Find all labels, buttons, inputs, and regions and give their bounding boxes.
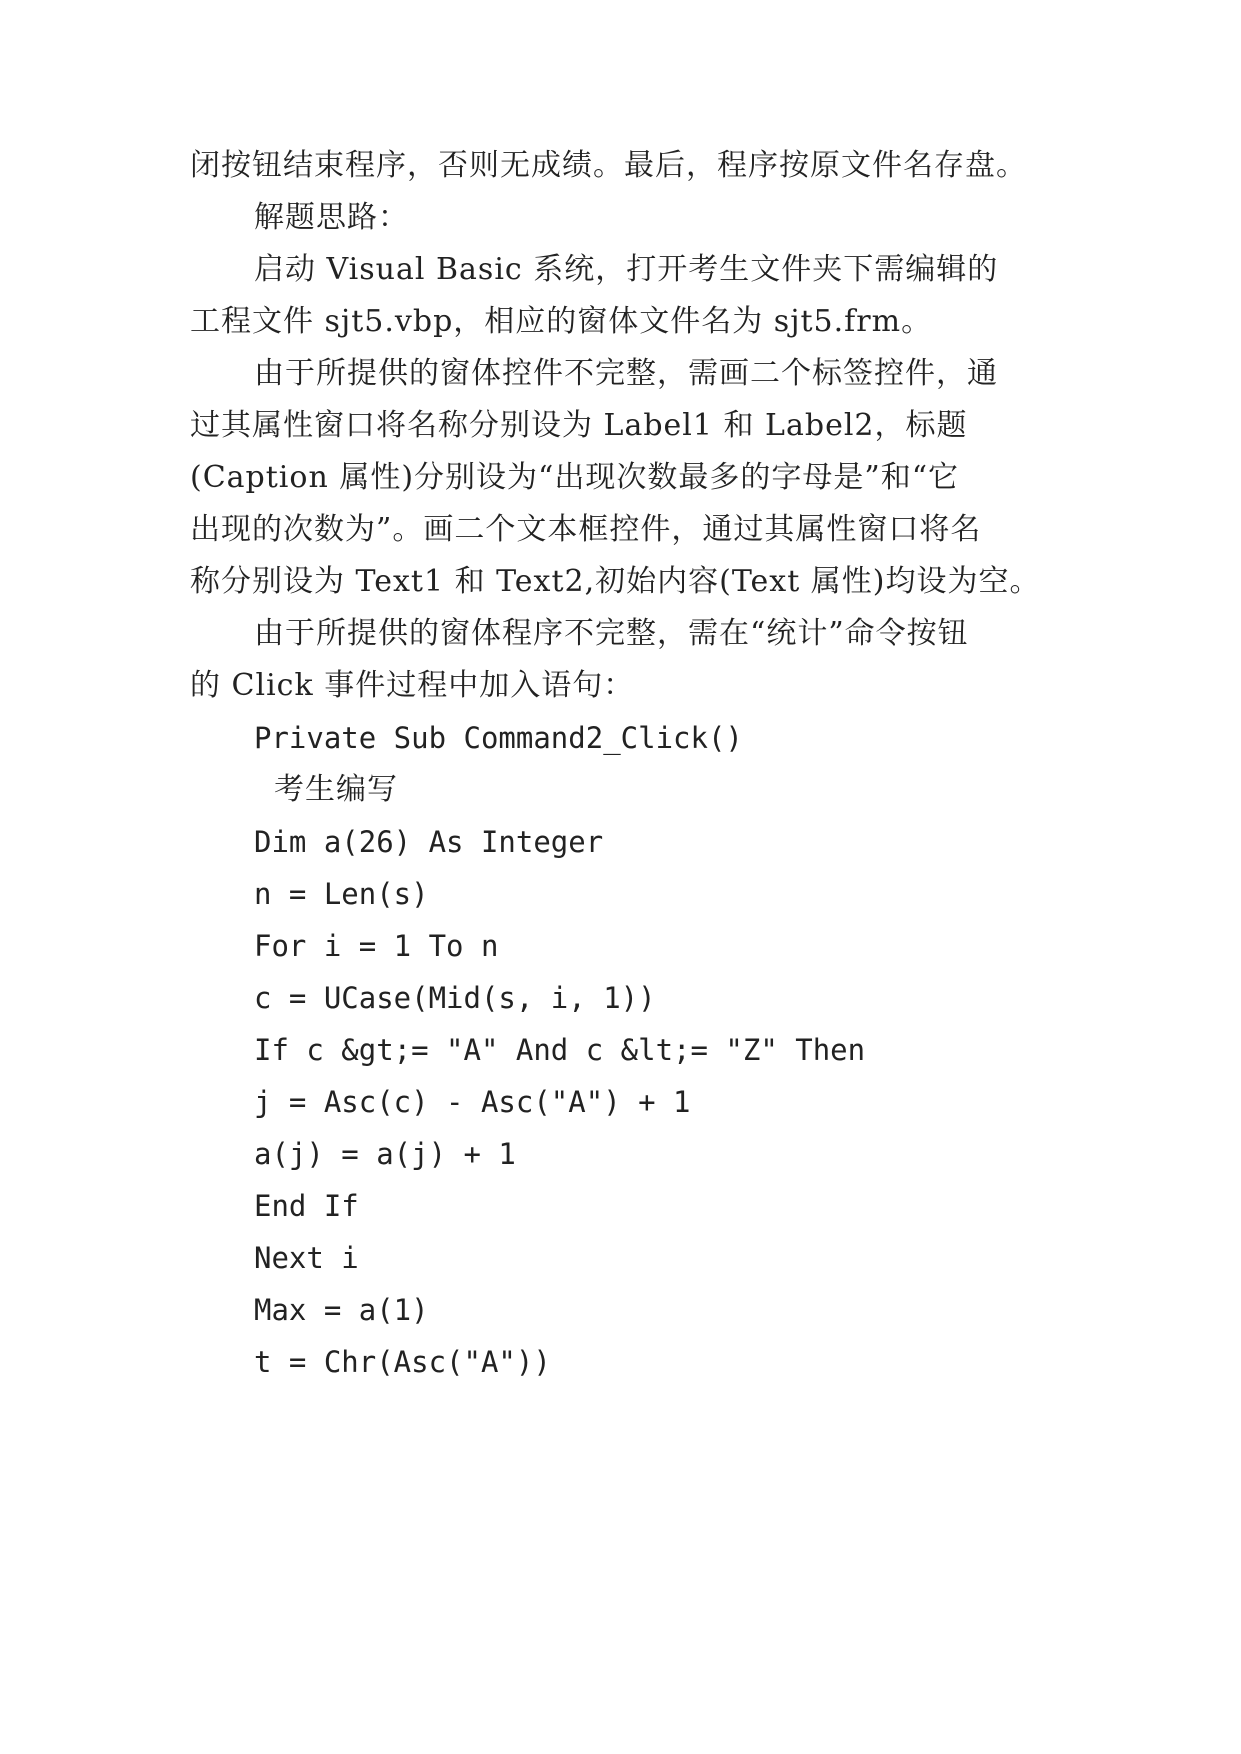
text-line: 由于所提供的窗体控件不完整，需画二个标签控件，通 (254, 356, 998, 391)
text-line: 由于所提供的窗体程序不完整，需在“统计”命令按钮 (254, 616, 969, 651)
code-line: a(j) = a(j) + 1 (254, 1137, 516, 1171)
text-line: 称分别设为 Text1 和 Text2,初始内容(Text 属性)均设为空。 (190, 564, 1041, 599)
code-line: End If (254, 1189, 359, 1223)
code-line: For i = 1 To n (254, 929, 499, 963)
text-line: 闭按钮结束程序，否则无成绩。最后，程序按原文件名存盘。 (190, 148, 1027, 183)
code-line: Private Sub Command2_Click() (254, 721, 743, 755)
code-line: n = Len(s) (254, 877, 429, 911)
text-line: 工程文件 sjt5.vbp，相应的窗体文件名为 sjt5.frm。 (190, 304, 933, 339)
text-line: 的 Click 事件过程中加入语句： (190, 668, 635, 703)
text-line: 启动 Visual Basic 系统，打开考生文件夹下需编辑的 (254, 252, 999, 287)
code-line: c = UCase(Mid(s, i, 1)) (254, 981, 656, 1015)
text-line: (Caption 属性)分别设为“出现次数最多的字母是”和“它 (190, 460, 960, 495)
section-heading: 解题思路： (254, 200, 409, 235)
code-line: j = Asc(c) - Asc("A") + 1 (254, 1085, 691, 1119)
code-line: Dim a(26) As Integer (254, 825, 604, 859)
code-line: Max = a(1) (254, 1293, 429, 1327)
code-line: If c &gt;= "A" And c &lt;= "Z" Then (254, 1033, 866, 1067)
text-line: 过其属性窗口将名称分别设为 Label1 和 Label2，标题 (190, 408, 968, 443)
code-line: Next i (254, 1241, 359, 1275)
code-line: t = Chr(Asc("A")) (254, 1345, 551, 1379)
code-comment: 考生编写 (274, 772, 398, 807)
text-line: 出现的次数为”。画二个文本框控件，通过其属性窗口将名 (190, 512, 982, 547)
